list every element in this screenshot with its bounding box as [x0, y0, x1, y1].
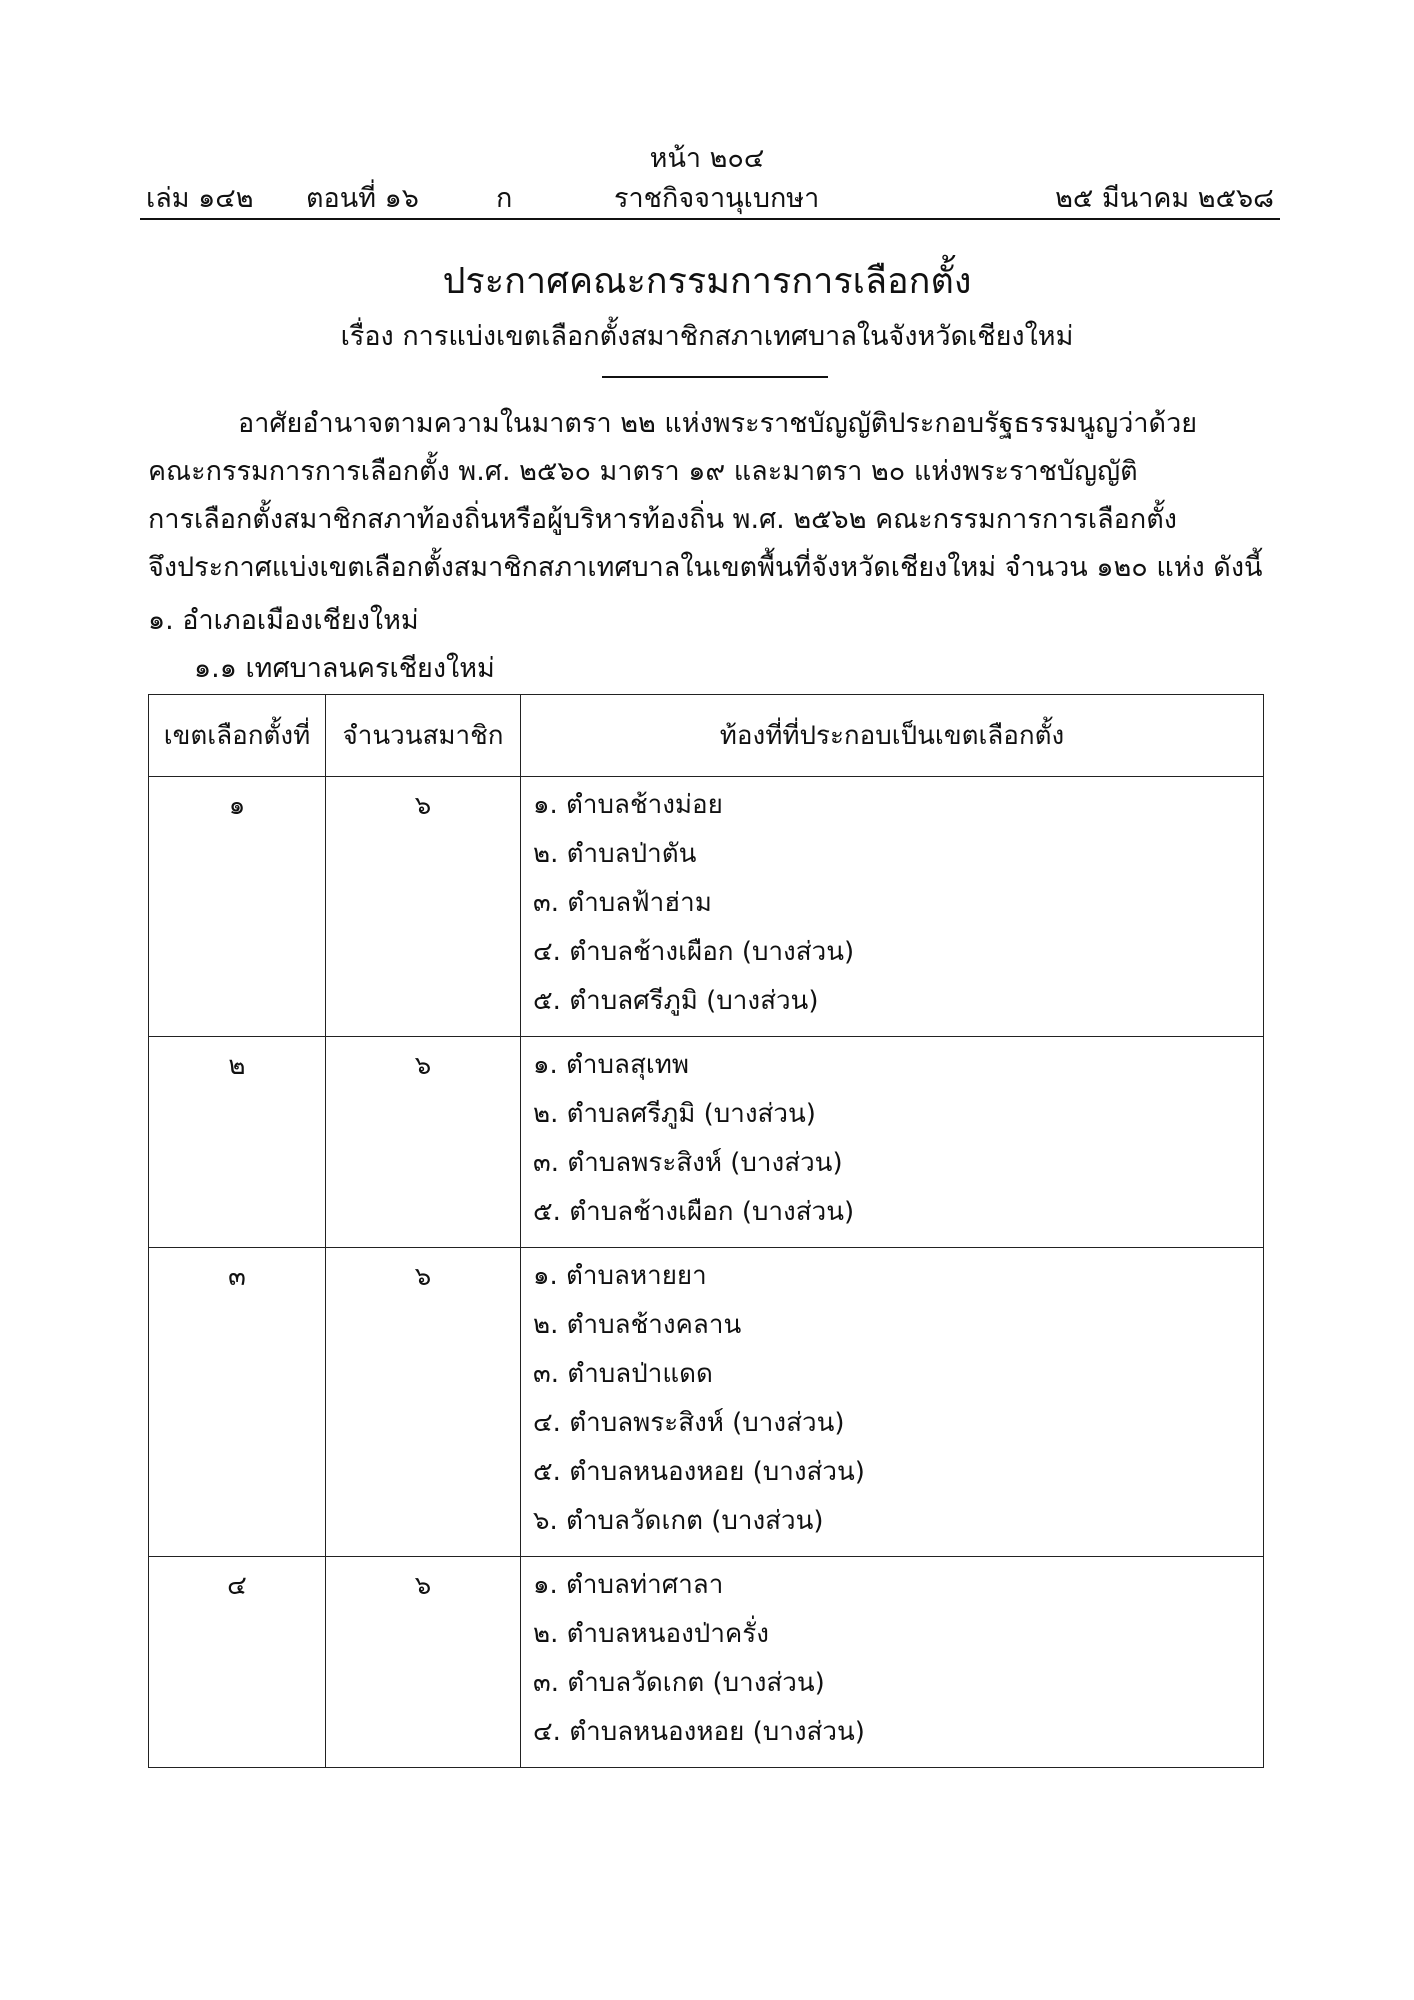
header-members: จำนวนสมาชิก: [326, 695, 521, 777]
area-item: ๑. ตำบลสุเทพ: [533, 1050, 689, 1080]
header-areas: ท้องที่ที่ประกอบเป็นเขตเลือกตั้ง: [521, 695, 1264, 777]
area-item: ๓. ตำบลป่าแดด: [533, 1359, 713, 1389]
area-item: ๒. ตำบลป่าตัน: [533, 839, 697, 869]
table-body: [149, 777, 1264, 1768]
page-number: หน้า ๒๐๔: [649, 143, 765, 174]
preamble-line: จึงประกาศแบ่งเขตเลือกตั้งสมาชิกสภาเทศบาลในเขตพื้นที่จังหวัดเชียงใหม่ จำนวน ๑๒๐ แห่ง ดังนี้: [148, 552, 1263, 583]
announcement-subject: เรื่อง การแบ่งเขตเลือกตั้งสมาชิกสภาเทศบาลในจังหวัดเชียงใหม่: [340, 321, 1074, 352]
area-item: ๑. ตำบลช้างม่อย: [533, 790, 723, 820]
zone-areas: [521, 1248, 1264, 1557]
table-row: [149, 1557, 1264, 1768]
electoral-zone-table: [148, 694, 1264, 1768]
area-item: ๔. ตำบลช้างเผือก (บางส่วน): [533, 937, 855, 967]
header-rule: [140, 218, 1280, 220]
area-item: ๓. ตำบลฟ้าฮ่าม: [533, 888, 712, 918]
area-item: ๕. ตำบลหนองหอย (บางส่วน): [533, 1457, 865, 1487]
member-count: ๖: [326, 777, 521, 1037]
area-item: ๒. ตำบลศรีภูมิ (บางส่วน): [533, 1099, 816, 1129]
municipality-heading: ๑.๑ เทศบาลนครเชียงใหม่: [194, 653, 495, 684]
section-label: ก: [496, 183, 513, 214]
member-count: ๖: [326, 1248, 521, 1557]
zone-number: ๒: [149, 1037, 326, 1248]
member-count: ๖: [326, 1557, 521, 1768]
area-item: ๔. ตำบลพระสิงห์ (บางส่วน): [533, 1408, 845, 1438]
preamble-line: อาศัยอำนาจตามความในมาตรา ๒๒ แห่งพระราชบัญญัติประกอบรัฐธรรมนูญว่าด้วย: [238, 408, 1198, 439]
table-row: [149, 777, 1264, 1037]
area-item: ๒. ตำบลช้างคลาน: [533, 1310, 742, 1340]
issue-label: ตอนที่ ๑๖: [306, 183, 419, 214]
member-count: ๖: [326, 1037, 521, 1248]
preamble-line: คณะกรรมการการเลือกตั้ง พ.ศ. ๒๕๖๐ มาตรา ๑๙ และมาตรา ๒๐ แห่งพระราชบัญญัติ: [148, 456, 1138, 487]
issue-date: ๒๕ มีนาคม ๒๕๖๘: [1055, 183, 1274, 214]
area-item: ๓. ตำบลวัดเกต (บางส่วน): [533, 1668, 825, 1698]
area-item: ๑. ตำบลท่าศาลา: [533, 1570, 724, 1600]
header-zone: เขตเลือกตั้งที่: [149, 695, 326, 777]
area-item: ๖. ตำบลวัดเกต (บางส่วน): [533, 1506, 824, 1536]
table-row: [149, 1037, 1264, 1248]
gazette-header: [140, 176, 1280, 216]
zone-areas: [521, 1037, 1264, 1248]
table-row: [149, 1248, 1264, 1557]
title-divider: [602, 376, 828, 378]
announcement-title: ประกาศคณะกรรมการการเลือกตั้ง: [442, 261, 972, 302]
table-header-row: [149, 695, 1264, 777]
district-heading: ๑. อำเภอเมืองเชียงใหม่: [148, 605, 419, 636]
area-item: ๕. ตำบลช้างเผือก (บางส่วน): [533, 1197, 855, 1227]
volume-label: เล่ม ๑๔๒: [146, 183, 254, 214]
preamble-line: การเลือกตั้งสมาชิกสภาท้องถิ่นหรือผู้บริหารท้องถิ่น พ.ศ. ๒๕๖๒ คณะกรรมการการเลือกตั้ง: [148, 504, 1177, 535]
area-item: ๑. ตำบลหายยา: [533, 1261, 707, 1291]
area-item: ๓. ตำบลพระสิงห์ (บางส่วน): [533, 1148, 843, 1178]
zone-number: ๑: [149, 777, 326, 1037]
area-item: ๒. ตำบลหนองป่าครั่ง: [533, 1619, 769, 1649]
zone-areas: [521, 777, 1264, 1037]
zone-areas: [521, 1557, 1264, 1768]
zone-number: ๓: [149, 1248, 326, 1557]
area-item: ๕. ตำบลศรีภูมิ (บางส่วน): [533, 986, 819, 1016]
zone-number: ๔: [149, 1557, 326, 1768]
gazette-name: ราชกิจจานุเบกษา: [614, 183, 820, 214]
area-item: ๔. ตำบลหนองหอย (บางส่วน): [533, 1717, 865, 1747]
preamble-paragraph: [148, 400, 1270, 592]
